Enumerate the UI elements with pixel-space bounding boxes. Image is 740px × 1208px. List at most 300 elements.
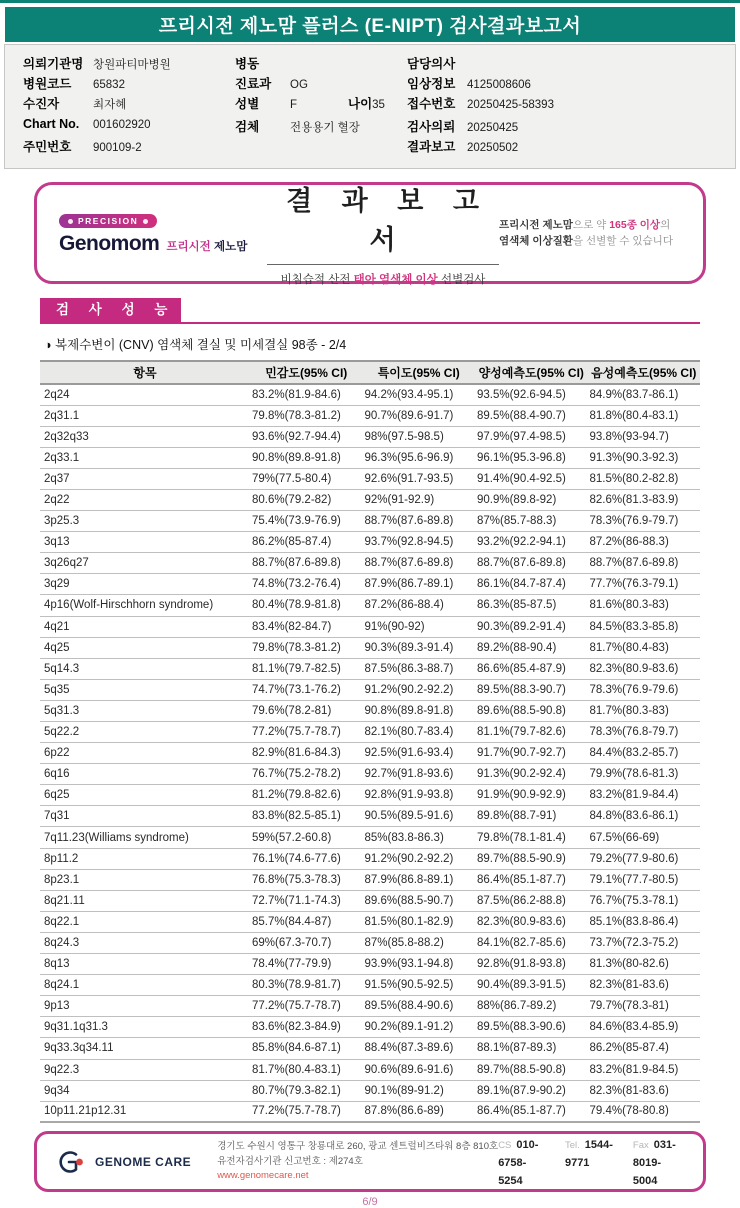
patient-field-row bbox=[23, 137, 235, 157]
cell-value: 87.2%(86-88.3) bbox=[588, 532, 701, 553]
cell-value: 80.6%(79.2-82) bbox=[250, 489, 363, 510]
cell-item: 5q14.3 bbox=[40, 658, 250, 679]
cell-value: 78.3%(76.9-79.6) bbox=[588, 679, 701, 700]
cell-item: 10p11.21p12.31 bbox=[40, 1101, 250, 1122]
cell-value: 91.2%(90.2-92.2) bbox=[363, 848, 476, 869]
report-title-block bbox=[267, 179, 499, 287]
table-row bbox=[40, 785, 700, 806]
company-address bbox=[217, 1140, 498, 1183]
column-header: 특이도(95% CI) bbox=[363, 361, 476, 384]
cell-value: 92.5%(91.6-93.4) bbox=[363, 743, 476, 764]
table-row bbox=[40, 426, 700, 447]
cell-value: 82.9%(81.6-84.3) bbox=[250, 743, 363, 764]
cell-item: 2q37 bbox=[40, 468, 250, 489]
contact-item bbox=[498, 1135, 545, 1189]
cell-value: 80.4%(78.9-81.8) bbox=[250, 595, 363, 616]
table-row bbox=[40, 553, 700, 574]
dot-icon bbox=[143, 219, 148, 224]
cell-value: 90.6%(89.6-91.6) bbox=[363, 1059, 476, 1080]
patient-info-col2 bbox=[235, 54, 407, 157]
cell-value: 76.1%(74.6-77.6) bbox=[250, 848, 363, 869]
cell-item: 8q21.11 bbox=[40, 890, 250, 911]
cell-value: 84.1%(82.7-85.6) bbox=[475, 932, 588, 953]
precision-badge-label: PRECISION bbox=[78, 216, 139, 226]
cell-item: 3q29 bbox=[40, 574, 250, 595]
field-label: 담당의사 bbox=[407, 57, 456, 71]
cell-value: 82.3%(81-83.6) bbox=[588, 1080, 701, 1101]
cell-value: 90.2%(89.1-91.2) bbox=[363, 1017, 476, 1038]
cell-item: 8q22.1 bbox=[40, 911, 250, 932]
cell-value: 90.9%(89.8-92) bbox=[475, 489, 588, 510]
table-row bbox=[40, 447, 700, 468]
cell-value: 76.8%(75.3-78.3) bbox=[250, 869, 363, 890]
cell-value: 89.7%(88.5-90.9) bbox=[475, 848, 588, 869]
cell-value: 83.8%(82.5-85.1) bbox=[250, 806, 363, 827]
cell-value: 89.6%(88.5-90.7) bbox=[363, 890, 476, 911]
performance-table bbox=[40, 360, 700, 1123]
contact-value: 1544-9771 bbox=[564, 1138, 613, 1169]
cell-item: 2q31.1 bbox=[40, 405, 250, 426]
patient-info-col1 bbox=[23, 54, 235, 157]
performance-subtitle: ◑ 복제수변이 (CNV) 염색체 결실 및 미세결실 98종 - 2/4 bbox=[44, 338, 347, 352]
patient-field-row bbox=[235, 94, 407, 114]
cell-item: 9q34 bbox=[40, 1080, 250, 1101]
cell-value: 59%(57.2-60.8) bbox=[250, 827, 363, 848]
table-row bbox=[40, 722, 700, 743]
table-row bbox=[40, 996, 700, 1017]
table-row bbox=[40, 806, 700, 827]
top-divider bbox=[0, 0, 740, 3]
section-title-chip: 검 사 성 능 bbox=[40, 298, 181, 322]
cell-value: 89.7%(88.5-90.8) bbox=[475, 1059, 588, 1080]
cell-value: 92.8%(91.8-93.8) bbox=[475, 954, 588, 975]
cell-value: 91%(90-92) bbox=[363, 616, 476, 637]
cell-value: 81.7%(80.4-83) bbox=[588, 637, 701, 658]
field-value: 001602920 bbox=[93, 119, 151, 131]
cell-value: 81.5%(80.1-82.9) bbox=[363, 911, 476, 932]
cell-value: 90.5%(89.5-91.6) bbox=[363, 806, 476, 827]
cell-value: 83.2%(81.9-84.4) bbox=[588, 785, 701, 806]
cell-value: 78.3%(76.8-79.7) bbox=[588, 722, 701, 743]
cell-value: 79.1%(77.7-80.5) bbox=[588, 869, 701, 890]
cell-value: 89.5%(88.3-90.6) bbox=[475, 1017, 588, 1038]
patient-field-row bbox=[235, 74, 407, 94]
address-line2: 유전자검사기관 신고번호 : 제274호 bbox=[217, 1155, 363, 1167]
table-row bbox=[40, 848, 700, 869]
cell-value: 79.9%(78.6-81.3) bbox=[588, 764, 701, 785]
cell-value: 91.5%(90.5-92.5) bbox=[363, 975, 476, 996]
table-row bbox=[40, 1059, 700, 1080]
contact-label: Fax bbox=[632, 1139, 649, 1151]
cell-item: 5q35 bbox=[40, 679, 250, 700]
field-value: 20250502 bbox=[467, 142, 519, 154]
cell-value: 81.5%(80.2-82.8) bbox=[588, 468, 701, 489]
patient-field-row bbox=[23, 117, 235, 137]
table-row bbox=[40, 489, 700, 510]
cell-value: 79%(77.5-80.4) bbox=[250, 468, 363, 489]
cell-value: 87%(85.7-88.3) bbox=[475, 511, 588, 532]
patient-field-row bbox=[235, 117, 407, 137]
field-label: 주민번호 bbox=[23, 140, 72, 154]
cell-value: 88.4%(87.3-89.6) bbox=[363, 1038, 476, 1059]
table-row bbox=[40, 764, 700, 785]
cell-item: 8q13 bbox=[40, 954, 250, 975]
cell-value: 87%(85.8-88.2) bbox=[363, 932, 476, 953]
cell-value: 80.7%(79.3-82.1) bbox=[250, 1080, 363, 1101]
cell-item: 3q13 bbox=[40, 532, 250, 553]
cell-value: 85.1%(83.8-86.4) bbox=[588, 911, 701, 932]
page-title: 프리시전 제노맘 플러스 (E-NIPT) 검사결과보고서 bbox=[158, 16, 582, 37]
footer-company-box bbox=[34, 1131, 706, 1192]
field-value: 최자혜 bbox=[93, 99, 127, 111]
field-value: 20250425 bbox=[467, 122, 519, 134]
cell-value: 85.7%(84.4-87) bbox=[250, 911, 363, 932]
cell-item: 9p13 bbox=[40, 996, 250, 1017]
field-label: 검체 bbox=[235, 120, 260, 134]
cell-value: 79.8%(78.3-81.2) bbox=[250, 637, 363, 658]
cell-value: 79.7%(78.3-81) bbox=[588, 996, 701, 1017]
cell-value: 76.7%(75.2-78.2) bbox=[250, 764, 363, 785]
cell-value: 91.4%(90.4-92.5) bbox=[475, 468, 588, 489]
cell-value: 89.1%(87.9-90.2) bbox=[475, 1080, 588, 1101]
cell-value: 84.8%(83.6-86.1) bbox=[588, 806, 701, 827]
field-label: 병동 bbox=[235, 57, 260, 71]
cell-item: 8p23.1 bbox=[40, 869, 250, 890]
field-label: 의뢰기관명 bbox=[23, 57, 84, 71]
cell-value: 87.9%(86.8-89.1) bbox=[363, 869, 476, 890]
field-label: 임상정보 bbox=[407, 77, 456, 91]
report-subtitle: 비침습적 산전 태아 염색체 이상 선별검사 bbox=[280, 274, 486, 286]
table-row bbox=[40, 1017, 700, 1038]
cell-value: 78.3%(76.9-79.7) bbox=[588, 511, 701, 532]
cell-value: 82.3%(80.9-83.6) bbox=[475, 911, 588, 932]
cell-item: 2q22 bbox=[40, 489, 250, 510]
cell-item: 4q21 bbox=[40, 616, 250, 637]
cell-value: 89.2%(88-90.4) bbox=[475, 637, 588, 658]
cell-value: 88.7%(87.6-89.8) bbox=[588, 553, 701, 574]
cell-item: 2q32q33 bbox=[40, 426, 250, 447]
result-report-banner bbox=[34, 182, 706, 284]
cell-item: 7q11.23(Williams syndrome) bbox=[40, 827, 250, 848]
cell-value: 92.6%(91.7-93.5) bbox=[363, 468, 476, 489]
cell-value: 96.1%(95.3-96.8) bbox=[475, 447, 588, 468]
contact-item bbox=[633, 1135, 681, 1189]
table-row bbox=[40, 932, 700, 953]
contact-label: CS bbox=[498, 1139, 512, 1151]
cell-value: 83.2%(81.9-84.5) bbox=[588, 1059, 701, 1080]
field-value: 전용용기 혈장 bbox=[290, 122, 360, 134]
table-row bbox=[40, 954, 700, 975]
report-title: 결 과 보 고 서 bbox=[267, 179, 499, 265]
table-row bbox=[40, 679, 700, 700]
cell-value: 86.4%(85.1-87.7) bbox=[475, 1101, 588, 1122]
cell-value: 87.5%(86.3-88.7) bbox=[363, 658, 476, 679]
cell-item: 6p22 bbox=[40, 743, 250, 764]
cell-item: 5q22.2 bbox=[40, 722, 250, 743]
cell-value: 87.9%(86.7-89.1) bbox=[363, 574, 476, 595]
half-circle-icon: ◑ bbox=[44, 338, 52, 352]
patient-field-row bbox=[23, 94, 235, 114]
website-link[interactable]: www.genomecare.net bbox=[217, 1169, 309, 1181]
cell-value: 80.3%(78.9-81.7) bbox=[250, 975, 363, 996]
cell-value: 88.7%(87.6-89.8) bbox=[363, 511, 476, 532]
table-row bbox=[40, 975, 700, 996]
field-label: 나이 bbox=[348, 97, 373, 111]
cell-value: 82.3%(80.9-83.6) bbox=[588, 658, 701, 679]
cell-value: 69%(67.3-70.7) bbox=[250, 932, 363, 953]
cell-value: 94.2%(93.4-95.1) bbox=[363, 384, 476, 405]
banner-note: 프리시전 제노맘으로 약 165종 이상의 염색체 이상질환을 선별할 수 있습니다 bbox=[499, 218, 673, 247]
cell-value: 87.5%(86.2-88.8) bbox=[475, 890, 588, 911]
contact-label: Tel. bbox=[564, 1139, 580, 1151]
patient-field-row bbox=[407, 74, 725, 94]
cell-item: 6q25 bbox=[40, 785, 250, 806]
cell-value: 76.7%(75.3-78.1) bbox=[588, 890, 701, 911]
cell-item: 3p25.3 bbox=[40, 511, 250, 532]
field-value: OG bbox=[290, 79, 308, 91]
cell-value: 93.5%(92.6-94.5) bbox=[475, 384, 588, 405]
cell-value: 89.5%(88.4-90.6) bbox=[363, 996, 476, 1017]
cell-value: 84.5%(83.3-85.8) bbox=[588, 616, 701, 637]
cell-value: 93.6%(92.7-94.4) bbox=[250, 426, 363, 447]
field-value: 900109-2 bbox=[93, 142, 142, 154]
precision-badge bbox=[59, 214, 157, 228]
column-header: 양성예측도(95% CI) bbox=[475, 361, 588, 384]
cell-value: 91.2%(90.2-92.2) bbox=[363, 679, 476, 700]
table-row bbox=[40, 827, 700, 848]
cell-value: 90.3%(89.2-91.4) bbox=[475, 616, 588, 637]
table-row bbox=[40, 743, 700, 764]
cell-value: 86.2%(85-87.4) bbox=[588, 1038, 701, 1059]
table-row bbox=[40, 616, 700, 637]
cell-value: 89.6%(88.5-90.8) bbox=[475, 700, 588, 721]
cell-value: 91.9%(90.9-92.9) bbox=[475, 785, 588, 806]
cell-item: 6q16 bbox=[40, 764, 250, 785]
patient-field-row bbox=[407, 117, 725, 137]
column-header: 항목 bbox=[40, 361, 250, 384]
cell-value: 81.8%(80.4-83.1) bbox=[588, 405, 701, 426]
cell-value: 77.2%(75.7-78.7) bbox=[250, 996, 363, 1017]
cell-item: 9q22.3 bbox=[40, 1059, 250, 1080]
cell-value: 77.2%(75.7-78.7) bbox=[250, 722, 363, 743]
cell-item: 8q24.3 bbox=[40, 932, 250, 953]
cell-value: 85%(83.8-86.3) bbox=[363, 827, 476, 848]
address-line1: 경기도 수원시 영통구 창룡대로 260, 광교 센트럴비즈타워 8층 810호 bbox=[217, 1141, 499, 1153]
dot-icon bbox=[68, 219, 73, 224]
page-title-bar bbox=[5, 7, 735, 42]
cell-value: 79.2%(77.9-80.6) bbox=[588, 848, 701, 869]
genomecare-logo bbox=[55, 1149, 191, 1175]
cell-item: 9q33.3q34.11 bbox=[40, 1038, 250, 1059]
cell-item: 4q25 bbox=[40, 637, 250, 658]
table-row bbox=[40, 532, 700, 553]
cell-value: 87.2%(86-88.4) bbox=[363, 595, 476, 616]
cell-item: 7q31 bbox=[40, 806, 250, 827]
table-row bbox=[40, 405, 700, 426]
page-number: 6/9 bbox=[362, 1196, 378, 1208]
cell-item: 4p16(Wolf-Hirschhorn syndrome) bbox=[40, 595, 250, 616]
cell-value: 91.3%(90.2-92.4) bbox=[475, 764, 588, 785]
table-row bbox=[40, 1101, 700, 1122]
contact-value: 031-8019-5004 bbox=[632, 1138, 676, 1187]
table-body bbox=[40, 384, 700, 1122]
cell-value: 82.6%(81.3-83.9) bbox=[588, 489, 701, 510]
field-value: 4125008606 bbox=[467, 79, 531, 91]
patient-field-row bbox=[407, 54, 725, 74]
table-row bbox=[40, 1080, 700, 1101]
field-value: F bbox=[290, 99, 298, 111]
cell-value: 86.2%(85-87.4) bbox=[250, 532, 363, 553]
cell-value: 86.6%(85.4-87.9) bbox=[475, 658, 588, 679]
cell-value: 84.9%(83.7-86.1) bbox=[588, 384, 701, 405]
cell-value: 73.7%(72.3-75.2) bbox=[588, 932, 701, 953]
field-label: 진료과 bbox=[235, 77, 272, 91]
cell-value: 79.4%(78-80.8) bbox=[588, 1101, 701, 1122]
table-row bbox=[40, 574, 700, 595]
cell-value: 91.3%(90.3-92.3) bbox=[588, 447, 701, 468]
cell-value: 84.6%(83.4-85.9) bbox=[588, 1017, 701, 1038]
cell-value: 84.4%(83.2-85.7) bbox=[588, 743, 701, 764]
field-label: 수진자 bbox=[23, 97, 60, 111]
cell-value: 87.8%(86.6-89) bbox=[363, 1101, 476, 1122]
cell-value: 78.4%(77-79.9) bbox=[250, 954, 363, 975]
field-value: 35 bbox=[372, 99, 385, 111]
cell-value: 79.8%(78.1-81.4) bbox=[475, 827, 588, 848]
cell-value: 90.3%(89.3-91.4) bbox=[363, 637, 476, 658]
field-label: 병원코드 bbox=[23, 77, 72, 91]
cell-value: 88.7%(87.6-89.8) bbox=[250, 553, 363, 574]
cell-value: 79.8%(78.3-81.2) bbox=[250, 405, 363, 426]
cell-value: 88.7%(87.6-89.8) bbox=[475, 553, 588, 574]
cell-item: 8p11.2 bbox=[40, 848, 250, 869]
table-row bbox=[40, 890, 700, 911]
cell-value: 82.3%(81-83.6) bbox=[588, 975, 701, 996]
genomom-brand-block bbox=[59, 211, 267, 256]
cell-value: 79.6%(78.2-81) bbox=[250, 700, 363, 721]
column-header: 음성예측도(95% CI) bbox=[588, 361, 701, 384]
cell-value: 96.3%(95.6-96.9) bbox=[363, 447, 476, 468]
table-row bbox=[40, 637, 700, 658]
cell-value: 93.2%(92.2-94.1) bbox=[475, 532, 588, 553]
cell-item: 9q31.1q31.3 bbox=[40, 1017, 250, 1038]
cell-value: 83.2%(81.9-84.6) bbox=[250, 384, 363, 405]
table-row bbox=[40, 384, 700, 405]
patient-field-row bbox=[23, 74, 235, 94]
cell-value: 67.5%(66-69) bbox=[588, 827, 701, 848]
cell-value: 92.8%(91.9-93.8) bbox=[363, 785, 476, 806]
cell-value: 91.7%(90.7-92.7) bbox=[475, 743, 588, 764]
cell-value: 88%(86.7-89.2) bbox=[475, 996, 588, 1017]
cell-value: 82.1%(80.7-83.4) bbox=[363, 722, 476, 743]
cell-value: 93.8%(93-94.7) bbox=[588, 426, 701, 447]
contact-value: 010-6758-5254 bbox=[498, 1138, 539, 1187]
cell-value: 88.7%(87.6-89.8) bbox=[363, 553, 476, 574]
cell-value: 81.7%(80.4-83.1) bbox=[250, 1059, 363, 1080]
cell-value: 81.6%(80.3-83) bbox=[588, 595, 701, 616]
cell-value: 81.3%(80-82.6) bbox=[588, 954, 701, 975]
genomecare-logo-icon bbox=[55, 1149, 89, 1175]
field-label: 성별 bbox=[235, 97, 260, 111]
cell-item: 5q31.3 bbox=[40, 700, 250, 721]
cell-value: 74.8%(73.2-76.4) bbox=[250, 574, 363, 595]
patient-info-panel bbox=[4, 44, 736, 169]
table-row bbox=[40, 595, 700, 616]
cell-value: 77.7%(76.3-79.1) bbox=[588, 574, 701, 595]
cell-item: 3q26q27 bbox=[40, 553, 250, 574]
cell-value: 97.9%(97.4-98.5) bbox=[475, 426, 588, 447]
contact-list bbox=[498, 1135, 685, 1189]
table-header-row bbox=[40, 361, 700, 384]
cell-value: 75.4%(73.9-76.9) bbox=[250, 511, 363, 532]
cell-value: 90.7%(89.6-91.7) bbox=[363, 405, 476, 426]
brand-line bbox=[59, 232, 267, 256]
cell-value: 86.4%(85.1-87.7) bbox=[475, 869, 588, 890]
field-label: 검사의뢰 bbox=[407, 120, 456, 134]
cell-value: 92%(91-92.9) bbox=[363, 489, 476, 510]
cell-value: 81.1%(79.7-82.5) bbox=[250, 658, 363, 679]
cell-value: 86.1%(84.7-87.4) bbox=[475, 574, 588, 595]
cell-value: 89.8%(88.7-91) bbox=[475, 806, 588, 827]
cell-value: 77.2%(75.7-78.7) bbox=[250, 1101, 363, 1122]
cell-value: 74.7%(73.1-76.2) bbox=[250, 679, 363, 700]
cell-value: 83.4%(82-84.7) bbox=[250, 616, 363, 637]
table-row bbox=[40, 700, 700, 721]
field-label: 결과보고 bbox=[407, 140, 456, 154]
cell-value: 88.1%(87-89.3) bbox=[475, 1038, 588, 1059]
table-row bbox=[40, 468, 700, 489]
field-label: 접수번호 bbox=[407, 97, 456, 111]
cell-value: 86.3%(85-87.5) bbox=[475, 595, 588, 616]
section-performance-header bbox=[40, 298, 700, 324]
table-row bbox=[40, 511, 700, 532]
cell-value: 90.1%(89-91.2) bbox=[363, 1080, 476, 1101]
contact-item bbox=[565, 1135, 613, 1171]
cell-item: 8q24.1 bbox=[40, 975, 250, 996]
patient-field-row bbox=[407, 94, 725, 114]
field-value: 20250425-58393 bbox=[467, 99, 554, 111]
cell-item: 2q24 bbox=[40, 384, 250, 405]
cell-value: 85.8%(84.6-87.1) bbox=[250, 1038, 363, 1059]
cell-value: 89.5%(88.4-90.7) bbox=[475, 405, 588, 426]
column-header: 민감도(95% CI) bbox=[250, 361, 363, 384]
patient-field-row bbox=[235, 54, 407, 74]
cell-value: 81.2%(79.8-82.6) bbox=[250, 785, 363, 806]
cell-item: 2q33.1 bbox=[40, 447, 250, 468]
table-row bbox=[40, 658, 700, 679]
cell-value: 92.7%(91.8-93.6) bbox=[363, 764, 476, 785]
field-label: Chart No. bbox=[23, 117, 80, 131]
cell-value: 72.7%(71.1-74.3) bbox=[250, 890, 363, 911]
cell-value: 89.5%(88.3-90.7) bbox=[475, 679, 588, 700]
brand-name: Genomom bbox=[59, 231, 160, 255]
table-head bbox=[40, 361, 700, 384]
table-row bbox=[40, 911, 700, 932]
company-name: GENOME CARE bbox=[95, 1154, 192, 1169]
field-value: 창원파티마병원 bbox=[93, 59, 171, 71]
cell-value: 93.7%(92.8-94.5) bbox=[363, 532, 476, 553]
cell-value: 90.4%(89.3-91.5) bbox=[475, 975, 588, 996]
table-row bbox=[40, 1038, 700, 1059]
brand-name-korean: 프리시전 제노맘 bbox=[166, 240, 248, 253]
cell-value: 81.1%(79.7-82.6) bbox=[475, 722, 588, 743]
field-value: 65832 bbox=[93, 79, 125, 91]
patient-info-col3 bbox=[407, 54, 725, 157]
patient-field-row bbox=[407, 137, 725, 157]
patient-field-row bbox=[23, 54, 235, 74]
cell-value: 90.8%(89.8-91.8) bbox=[250, 447, 363, 468]
cell-value: 81.7%(80.3-83) bbox=[588, 700, 701, 721]
cell-value: 83.6%(82.3-84.9) bbox=[250, 1017, 363, 1038]
